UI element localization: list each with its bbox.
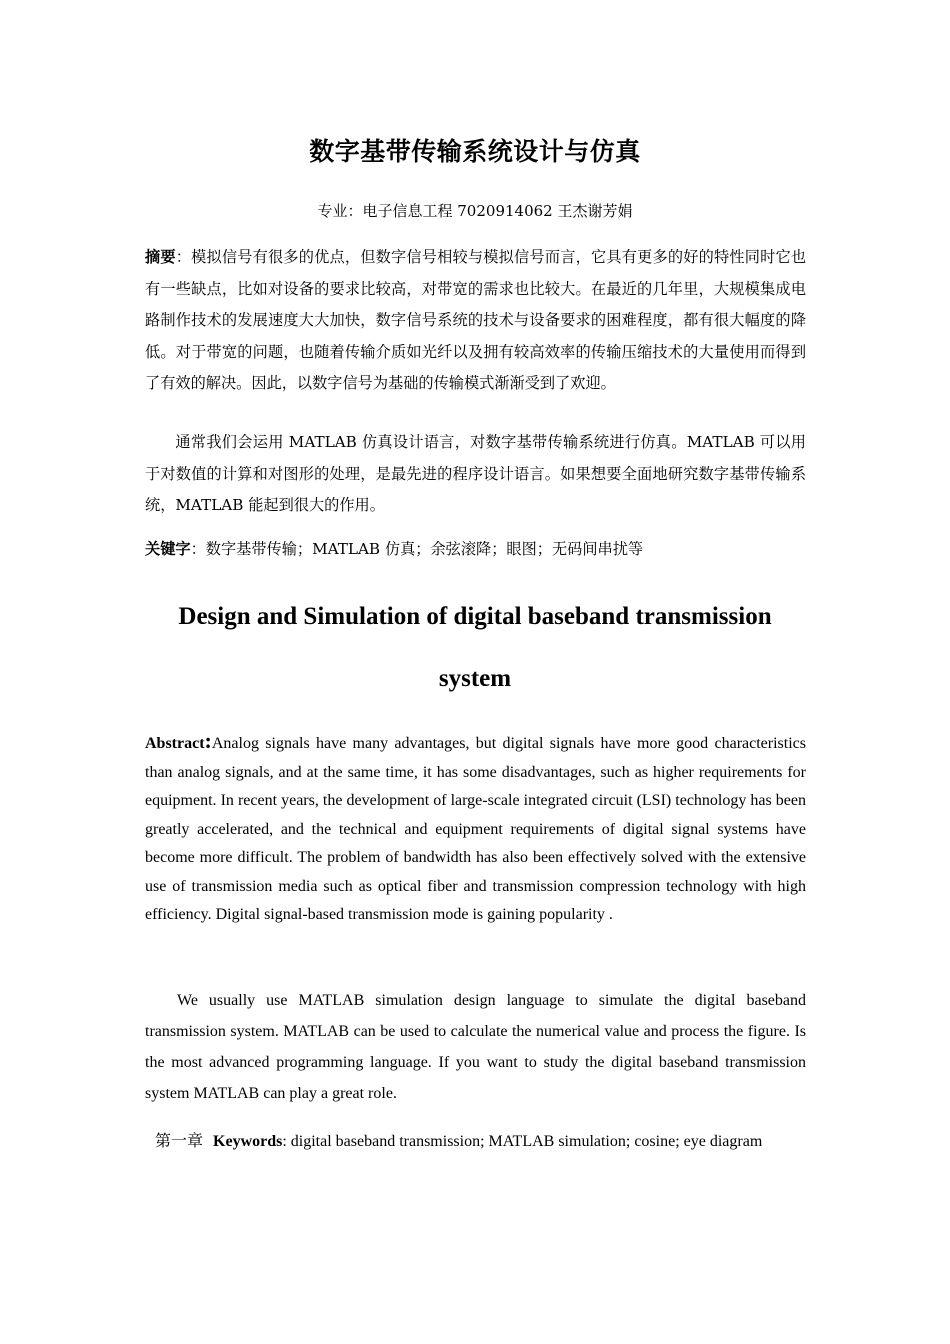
- abstract-en-label: Abstract: [145, 735, 205, 752]
- paragraph2-en-section: [145, 985, 806, 1109]
- abstract-en-sep: :: [204, 728, 212, 753]
- english-title-line1: Design and Simulation of digital baseband transmission: [178, 603, 772, 630]
- english-title-line2: system: [438, 665, 512, 692]
- keywords-en-line: [155, 1128, 855, 1151]
- abstract-en-text: Analog signals have many advantages, but digital signals have more good characteristics than analog signals, and at the same time, it has some disadvantages, such as higher requirements for equipment. In recent years, the development of large-scale integrated circuit (LSI) technology has been greatly accelerated, and the technical and equipment requirements of digital signal systems have become more difficult. The problem of bandwidth has also been effectively solved with the extensive use of transmission media such as optical fiber and transmission compression technology with high efficiency. Digital signal-based transmission mode is gaining popularity .: [145, 735, 806, 923]
- chinese-title: 数字基带传输系统设计与仿真: [309, 137, 641, 166]
- abstract-cn-label: 摘要: [145, 248, 176, 266]
- author-line: 专业：电子信息工程 7020914062 王杰谢芳娟: [317, 202, 633, 220]
- abstract-cn-section: [145, 242, 806, 400]
- english-title: [0, 586, 950, 710]
- keywords-en-label: Keywords: [213, 1133, 283, 1150]
- abstract-cn-paragraph: [145, 242, 806, 400]
- abstract-cn-text: 模拟信号有很多的优点，但数字信号相较与模拟信号而言，它具有更多的好的特性同时它也有一些缺点，比如对设备的要求比较高，对带宽的需求也比较大。在最近的几年里，大规模集成电路制作技术的发展速度大大加快，数字信号系统的技术与设备要求的困难程度，都有很大幅度的降低。对于带宽的问题，也随着传输介质如光纤以及拥有较高效率的传输压缩技术的大量使用而得到了有效的解决。因此，以数字信号为基础的传输模式渐渐受到了欢迎。: [145, 248, 807, 393]
- abstract-en-paragraph: [145, 727, 806, 930]
- keywords-cn-label: 关键字: [145, 540, 191, 558]
- chapter-heading: 第一章: [155, 1131, 204, 1150]
- paragraph2-cn-section: [145, 427, 806, 522]
- keywords-cn-text: 数字基带传输；MATLAB 仿真；余弦滚降；眼图；无码间串扰等: [205, 540, 644, 558]
- keywords-en-text: : digital baseband transmission; MATLAB simulation; cosine; eye diagram: [282, 1133, 763, 1150]
- paragraph2-cn: 通常我们会运用 MATLAB 仿真设计语言，对数字基带传输系统进行仿真。MATLAB 可以用于对数值的计算和对图形的处理，是最先进的程序设计语言。如果想要全面地研究数字基带传输系统，MATLAB 能起到很大的作用。: [145, 433, 806, 515]
- keywords-cn-paragraph: [145, 534, 806, 566]
- abstract-en-section: [145, 727, 806, 930]
- abstract-cn-sep: ：: [175, 248, 192, 266]
- paragraph2-en: We usually use MATLAB simulation design language to simulate the digital baseband transmission system. MATLAB can be used to calculate the numerical value and process the figure. Is the most advanced programming language. If you want to study the digital baseband transmission system MATLAB can play a great role.: [145, 992, 806, 1102]
- keywords-cn-sep: ：: [190, 540, 206, 558]
- keywords-cn-section: [145, 534, 806, 566]
